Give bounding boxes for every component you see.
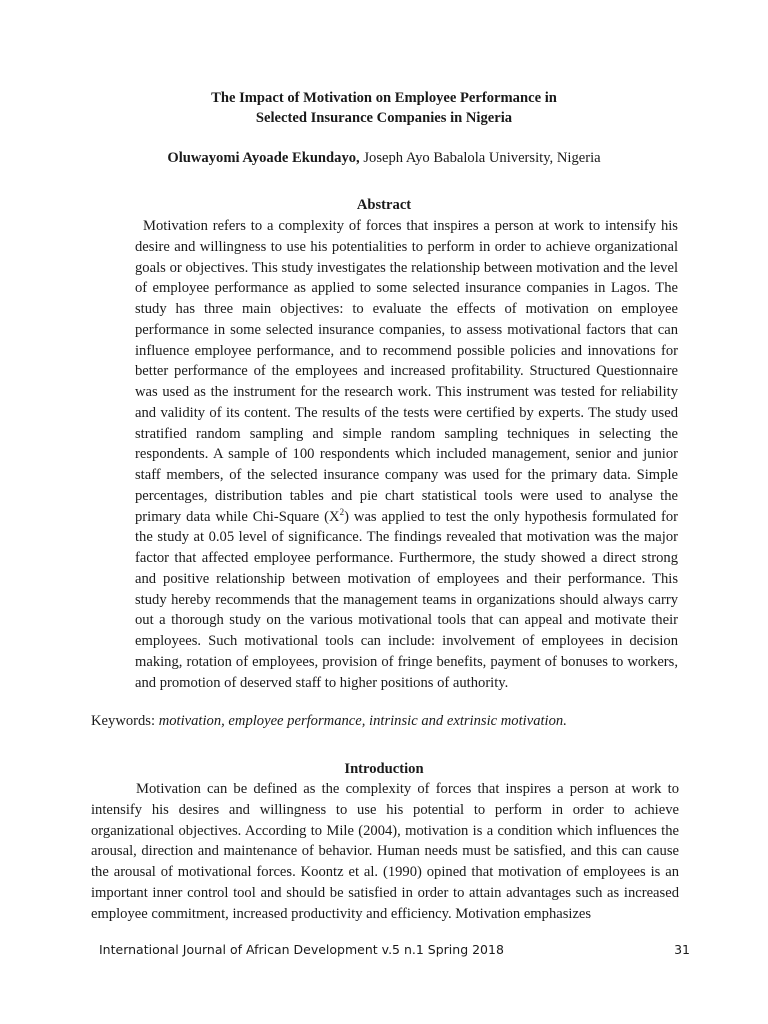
footer-page-number: 31 (674, 942, 690, 957)
paper-title-line-1: The Impact of Motivation on Employee Performance in (211, 90, 557, 106)
abstract-heading: Abstract (356, 197, 412, 213)
abstract-body (135, 216, 678, 693)
keywords-line (91, 711, 691, 731)
keywords-text: motivation, employee performance, intrinsic and extrinsic motivation. (158, 713, 567, 729)
author-line (0, 148, 768, 168)
author-affiliation: Joseph Ayo Babalola University, Nigeria (359, 150, 601, 166)
author-name: Oluwayomi Ayoade Ekundayo, (167, 150, 360, 166)
introduction-heading: Introduction (344, 761, 424, 777)
paper-title-line-2: Selected Insurance Companies in Nigeria (255, 110, 513, 126)
paper-title (0, 88, 768, 128)
introduction-body: Motivation can be defined as the complexity of forces that inspires a person at work to intensify his desires and willingness to use his potential to perform in order to achieve organizational objectives. According to Mile (2004), motivation is a condition which influences the arousal, direction and maintenance of behavior. Human needs must be satisfied, and this can cause the arousal of motivational forces. Koontz et al. (1990) opined that motivation of employees is an important inner control tool and should be satisfied in order to attain advantages such as increased employee commitment, increased productivity and efficiency. Motivation emphasizes (91, 781, 679, 922)
abstract-text-part-2: ) was applied to test the only hypothesis formulated for the study at 0.05 level of significance. The findings revealed that motivation was the major factor that affected employee performance. Furthermore, the study showed a direct strong and positive relationship between motivation of employees and their performance. This study hereby recommends that the management teams in organizations should always carry out a thorough study on the various motivational tools that can appeal and motivate their employees. Such motivational tools can include: involvement of employees in decision making, rotation of employees, provision of fringe benefits, payment of bonuses to workers, and promotion of deserved staff to higher positions of authority. (135, 508, 678, 691)
abstract-text-part-1: Motivation refers to a complexity of forces that inspires a person at work to intensify his desire and willingness to use his potentialities to perform in order to achieve organizational goals or objectives. This study investigates the relationship between motivation and the level of employee performance as applied to some selected insurance companies in Lagos. The study has three main objectives: to evaluate the effects of motivation on employee performance in some selected insurance companies, to assess motivational factors that can influence employee performance, and to recommend possible policies and innovations for better performance of the employees and increased profitability. Structured Questionnaire was used as the instrument for the research work. This instrument was tested for reliability and validity of its content. The results of the tests were certified by experts. The study used stratified random sampling and simple random sampling techniques in selecting the respondents. A sample of 100 respondents which included management, senior and junior staff members, of the selected insurance company was used for the primary data. Simple percentages, distribution tables and pie chart statistical tools were used to analyse the primary data while Chi-Square (X (135, 218, 678, 525)
footer-journal-name: International Journal of African Development v.5 n.1 Spring 2018 (99, 942, 504, 957)
keywords-label: Keywords: (91, 713, 159, 729)
abstract-superscript: 2 (339, 506, 345, 517)
